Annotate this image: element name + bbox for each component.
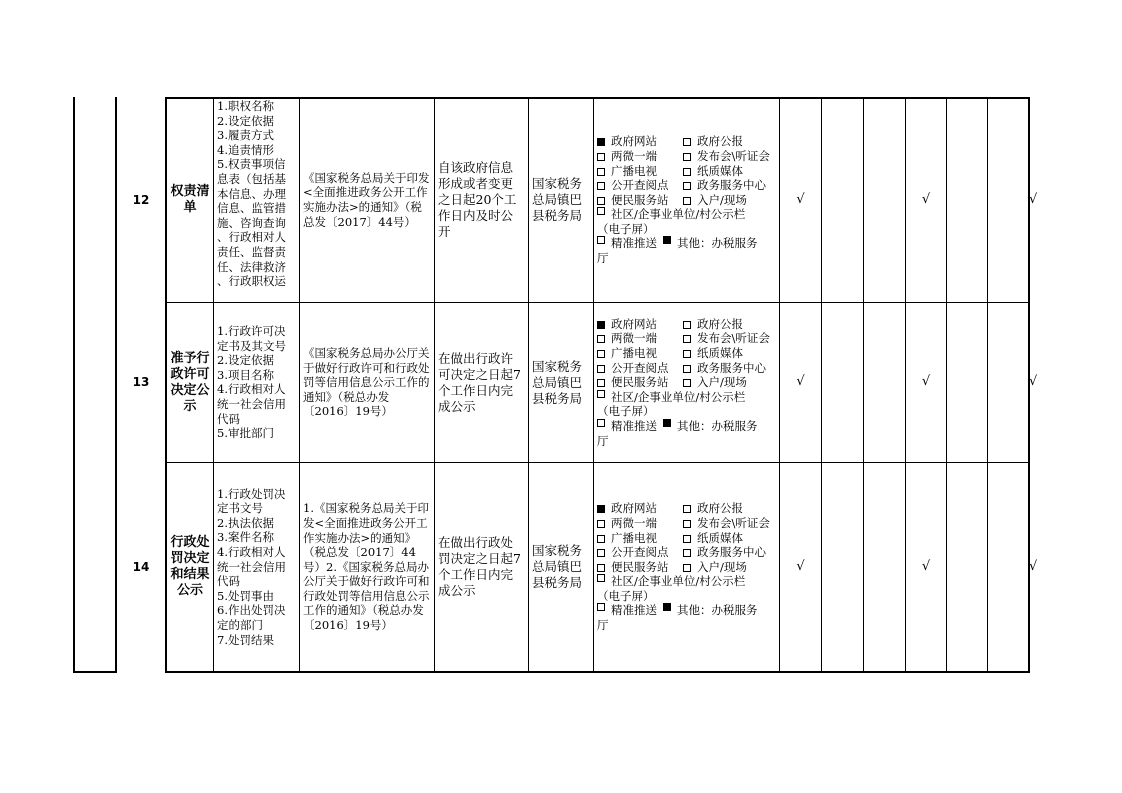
content-line: 1.职权名称 — [217, 99, 274, 113]
disclosure-channels — [594, 98, 779, 302]
check-cell: √ — [921, 191, 931, 207]
channel-row — [597, 560, 776, 575]
row-number: 14 — [132, 559, 150, 574]
channel-row — [597, 164, 776, 179]
row-number: 12 — [132, 192, 150, 207]
unchecked-box-icon — [683, 335, 691, 343]
channel-row — [597, 236, 776, 251]
checked-box-icon — [597, 138, 605, 146]
unchecked-box-icon — [597, 520, 605, 528]
channel-option — [597, 346, 683, 361]
unchecked-box-icon — [683, 564, 691, 572]
check-cell — [988, 98, 1028, 302]
disclosure-subject — [529, 463, 593, 671]
channel-row — [597, 361, 776, 376]
time-limit-text: 在做出行政许可决定之日起7个工作日内完成公示 — [438, 350, 521, 414]
content-line: 信息、监管措 — [217, 201, 286, 216]
channel-label: 公开查阅点 — [611, 178, 669, 193]
content-line: 3.项目名称 — [217, 367, 274, 382]
content-line: 5.审批部门 — [217, 426, 274, 441]
content-line: 统一社会信用 — [217, 397, 286, 412]
channel-row — [597, 501, 776, 516]
channel-option — [597, 531, 683, 546]
unchecked-box-icon — [597, 390, 605, 398]
channel-label: 政府公报 — [697, 134, 743, 149]
channel-label: 入户/现场 — [697, 375, 747, 390]
channel-option — [683, 545, 766, 560]
content-line: 本信息、办理 — [217, 186, 286, 201]
channel-label: 公开查阅点 — [611, 545, 669, 560]
channel-note: 厅 — [597, 618, 609, 633]
channel-option — [683, 361, 766, 376]
unchecked-box-icon — [683, 153, 691, 161]
channel-label: 社区/企事业单位/村公示栏 — [611, 389, 746, 404]
channel-list — [597, 317, 776, 448]
item-name: 权责清单 — [170, 184, 210, 215]
channel-row — [597, 516, 776, 531]
channel-label: 发布会\听证会 — [697, 515, 770, 530]
channel-option — [597, 545, 683, 560]
channel-row — [597, 603, 776, 618]
channel-label: 便民服务站 — [611, 559, 669, 574]
check-cell: √ — [921, 374, 931, 390]
disclosure-content — [214, 98, 299, 302]
disclosure-channels — [594, 463, 779, 671]
channel-row — [597, 531, 776, 546]
channel-row — [597, 207, 776, 222]
content-line: 1.行政许可决 — [217, 324, 286, 339]
channel-option — [597, 560, 683, 575]
channel-option — [683, 560, 747, 575]
check-cell — [822, 463, 863, 671]
time-limit — [435, 98, 528, 302]
channel-option — [597, 178, 683, 193]
channel-label: 发布会\听证会 — [697, 148, 770, 163]
check-cell — [822, 303, 863, 462]
disclosure-content — [214, 463, 299, 671]
channel-option — [683, 193, 747, 208]
disclosure-basis — [300, 463, 434, 671]
channel-row — [597, 149, 776, 164]
content-line: 、行政相对人 — [217, 230, 286, 245]
unchecked-box-icon — [597, 350, 605, 358]
check-cell — [864, 463, 905, 671]
content-line: 施、咨询查询 — [217, 215, 286, 230]
unchecked-box-icon — [683, 505, 691, 513]
channel-label: 便民服务站 — [611, 192, 669, 207]
content-line: 任、法律救济 — [217, 259, 286, 274]
content-line: 7.处罚结果 — [217, 632, 274, 647]
channel-label: 政府网站 — [611, 134, 657, 149]
check-cell — [864, 98, 905, 302]
content-lines — [217, 487, 286, 648]
channel-option — [683, 149, 770, 164]
channel-note: （电子屏） — [597, 588, 655, 603]
time-limit-text: 在做出行政处罚决定之日起7个工作日内完成公示 — [438, 535, 521, 598]
time-limit — [435, 303, 528, 462]
channel-label: 政务服务中心 — [697, 545, 766, 560]
content-line: 代码 — [217, 411, 240, 426]
content-line: 6.作出处罚决 — [217, 603, 286, 618]
channel-label: 政府公报 — [697, 501, 743, 516]
channel-label: 其他：办税服务 — [677, 418, 758, 433]
unchecked-box-icon — [597, 535, 605, 543]
unchecked-box-icon — [597, 365, 605, 373]
content-line: 息表（包括基 — [217, 171, 286, 186]
check-cell: √ — [921, 558, 931, 574]
channel-label: 广播电视 — [611, 530, 657, 545]
content-lines — [217, 324, 286, 441]
content-line: 定书文号 — [217, 501, 263, 516]
subject-text: 国家税务总局镇巴县税务局 — [532, 543, 583, 590]
channel-option — [683, 516, 770, 531]
content-line: 2.设定依据 — [217, 353, 274, 368]
channel-note: 厅 — [597, 433, 609, 448]
subject-text: 国家税务总局镇巴县税务局 — [532, 176, 583, 223]
unchecked-box-icon — [683, 549, 691, 557]
content-line: 统一社会信用 — [217, 559, 286, 574]
channel-label: 其他：办税服务 — [677, 603, 758, 618]
basis-text: 1.《国家税务总局关于印发<全面推进政务公开工作实施办法>的通知》（税总发〔2017〕44号）2.《国家税务总局办公厅关于做好行政许可和行政处罚等信用信息公示工作的通知》（税总办发〔2016〕19号） — [303, 501, 430, 633]
channel-option — [683, 501, 743, 516]
basis-text: 《国家税务总局办公厅关于做好行政许可和行政处罚等信用信息公示工作的通知》（税总办发〔2016〕19号） — [303, 346, 430, 419]
channel-label: 公开查阅点 — [611, 360, 669, 375]
channel-label: 精准推送 — [611, 236, 657, 251]
unchecked-box-icon — [597, 335, 605, 343]
channel-label: 政务服务中心 — [697, 360, 766, 375]
check-cell — [822, 98, 863, 302]
check-cell — [988, 463, 1028, 671]
channel-note: 厅 — [597, 251, 609, 266]
channel-label: 入户/现场 — [697, 559, 747, 574]
check-cell — [988, 303, 1028, 462]
unchecked-box-icon — [683, 138, 691, 146]
channel-label: 两微一端 — [611, 515, 657, 530]
channel-option — [597, 164, 683, 179]
content-line: 代码 — [217, 574, 240, 589]
check-cell: √ — [1029, 558, 1038, 574]
content-line: 5.处罚事由 — [217, 588, 274, 603]
channel-option — [597, 149, 683, 164]
content-line: 责任、监督责 — [217, 244, 286, 259]
channel-note: （电子屏） — [597, 404, 655, 419]
content-line: 定的部门 — [217, 618, 263, 633]
channel-label: 政府公报 — [697, 316, 743, 331]
unchecked-box-icon — [597, 168, 605, 176]
unchecked-box-icon — [597, 603, 605, 611]
channel-label: 其他：办税服务 — [677, 236, 758, 251]
unchecked-box-icon — [597, 197, 605, 205]
check-cell: √ — [796, 558, 805, 574]
unchecked-box-icon — [597, 182, 605, 190]
content-line: 5.权责事项信 — [217, 157, 286, 172]
channel-option — [683, 331, 770, 346]
row-number: 13 — [132, 375, 150, 390]
channel-label: 纸质媒体 — [697, 530, 743, 545]
channel-option — [683, 531, 743, 546]
channel-option — [597, 361, 683, 376]
unchecked-box-icon — [597, 379, 605, 387]
check-cell: √ — [796, 374, 805, 390]
channel-label: 精准推送 — [611, 418, 657, 433]
channel-option — [683, 134, 743, 149]
channel-option — [597, 516, 683, 531]
unchecked-box-icon — [683, 379, 691, 387]
channel-label: 纸质媒体 — [697, 346, 743, 361]
disclosure-content — [214, 303, 299, 462]
content-line: 2.执法依据 — [217, 515, 274, 530]
channel-row — [597, 134, 776, 149]
channel-label: 精准推送 — [611, 603, 657, 618]
content-line: 1.行政处罚决 — [217, 486, 286, 501]
channel-row — [597, 545, 776, 560]
channel-label: 政府网站 — [611, 316, 657, 331]
content-lines — [217, 99, 286, 289]
content-line: 、行政职权运 — [217, 274, 286, 289]
channel-option — [683, 346, 743, 361]
channel-row — [597, 193, 776, 208]
channel-row — [597, 331, 776, 346]
check-cell — [947, 98, 987, 302]
channel-option — [597, 317, 683, 332]
channel-label: 两微一端 — [611, 148, 657, 163]
unchecked-box-icon — [683, 520, 691, 528]
unchecked-box-icon — [597, 549, 605, 557]
basis-text: 《国家税务总局关于印发<全面推进政务公开工作实施办法>的通知》（税总发〔2017〕44号） — [303, 170, 430, 229]
subject-text: 国家税务总局镇巴县税务局 — [532, 358, 583, 406]
table-row-border — [73, 671, 117, 673]
unchecked-box-icon — [597, 207, 605, 215]
check-cell: √ — [1029, 191, 1038, 207]
checked-box-icon — [663, 419, 671, 427]
channel-label: 两微一端 — [611, 331, 657, 346]
unchecked-box-icon — [683, 197, 691, 205]
unchecked-box-icon — [683, 182, 691, 190]
table-row-border — [165, 671, 1030, 673]
unchecked-box-icon — [683, 168, 691, 176]
content-line: 3.案件名称 — [217, 530, 274, 545]
channel-option — [597, 375, 683, 390]
item-name: 准予行政许可决定公示 — [170, 350, 210, 414]
channel-option — [597, 193, 683, 208]
channel-label: 纸质媒体 — [697, 163, 743, 178]
channel-list — [597, 501, 776, 632]
channel-row — [597, 317, 776, 332]
channel-option — [597, 501, 683, 516]
channel-label: 政务服务中心 — [697, 178, 766, 193]
content-line: 2.设定依据 — [217, 113, 274, 128]
time-limit — [435, 463, 528, 671]
channel-list — [597, 134, 776, 265]
channel-row — [597, 390, 776, 405]
channel-option — [683, 317, 743, 332]
content-line: 4.行政相对人 — [217, 382, 286, 397]
channel-note: （电子屏） — [597, 221, 655, 236]
channel-label: 入户/现场 — [697, 192, 747, 207]
checked-box-icon — [597, 321, 605, 329]
checked-box-icon — [663, 603, 671, 611]
disclosure-subject — [529, 303, 593, 462]
channel-label: 社区/企事业单位/村公示栏 — [611, 207, 746, 222]
checked-box-icon — [663, 236, 671, 244]
channel-option — [597, 331, 683, 346]
channel-label: 广播电视 — [611, 163, 657, 178]
channel-label: 发布会\听证会 — [697, 331, 770, 346]
check-cell: √ — [796, 191, 805, 207]
unchecked-box-icon — [683, 535, 691, 543]
channel-label: 广播电视 — [611, 346, 657, 361]
unchecked-box-icon — [683, 321, 691, 329]
disclosure-basis — [300, 98, 434, 302]
unchecked-box-icon — [683, 350, 691, 358]
disclosure-basis — [300, 303, 434, 462]
channel-row — [597, 346, 776, 361]
channel-label: 便民服务站 — [611, 375, 669, 390]
unchecked-box-icon — [597, 574, 605, 582]
item-name: 行政处罚决定和结果公示 — [170, 535, 210, 598]
channel-row — [597, 178, 776, 193]
channel-option — [597, 134, 683, 149]
content-line: 4.行政相对人 — [217, 545, 286, 560]
check-cell — [947, 303, 987, 462]
check-cell: √ — [1029, 374, 1038, 390]
time-limit-text: 自该政府信息形成或者变更之日起20个工作日内及时公开 — [438, 160, 517, 239]
check-cell — [947, 463, 987, 671]
channel-row — [597, 574, 776, 589]
unchecked-box-icon — [597, 236, 605, 244]
table-column-border — [73, 97, 75, 671]
unchecked-box-icon — [597, 419, 605, 427]
channel-option — [683, 164, 743, 179]
channel-row — [597, 419, 776, 434]
disclosure-subject — [529, 98, 593, 302]
content-line: 定书及其文号 — [217, 338, 286, 353]
content-line: 4.追责情形 — [217, 142, 274, 157]
channel-option — [683, 178, 766, 193]
checked-box-icon — [597, 505, 605, 513]
channel-label: 政府网站 — [611, 501, 657, 516]
channel-label: 社区/企事业单位/村公示栏 — [611, 574, 746, 589]
disclosure-channels — [594, 303, 779, 462]
channel-row — [597, 375, 776, 390]
unchecked-box-icon — [597, 153, 605, 161]
unchecked-box-icon — [683, 365, 691, 373]
unchecked-box-icon — [597, 564, 605, 572]
content-line: 3.履责方式 — [217, 128, 274, 143]
check-cell — [864, 303, 905, 462]
channel-option — [683, 375, 747, 390]
